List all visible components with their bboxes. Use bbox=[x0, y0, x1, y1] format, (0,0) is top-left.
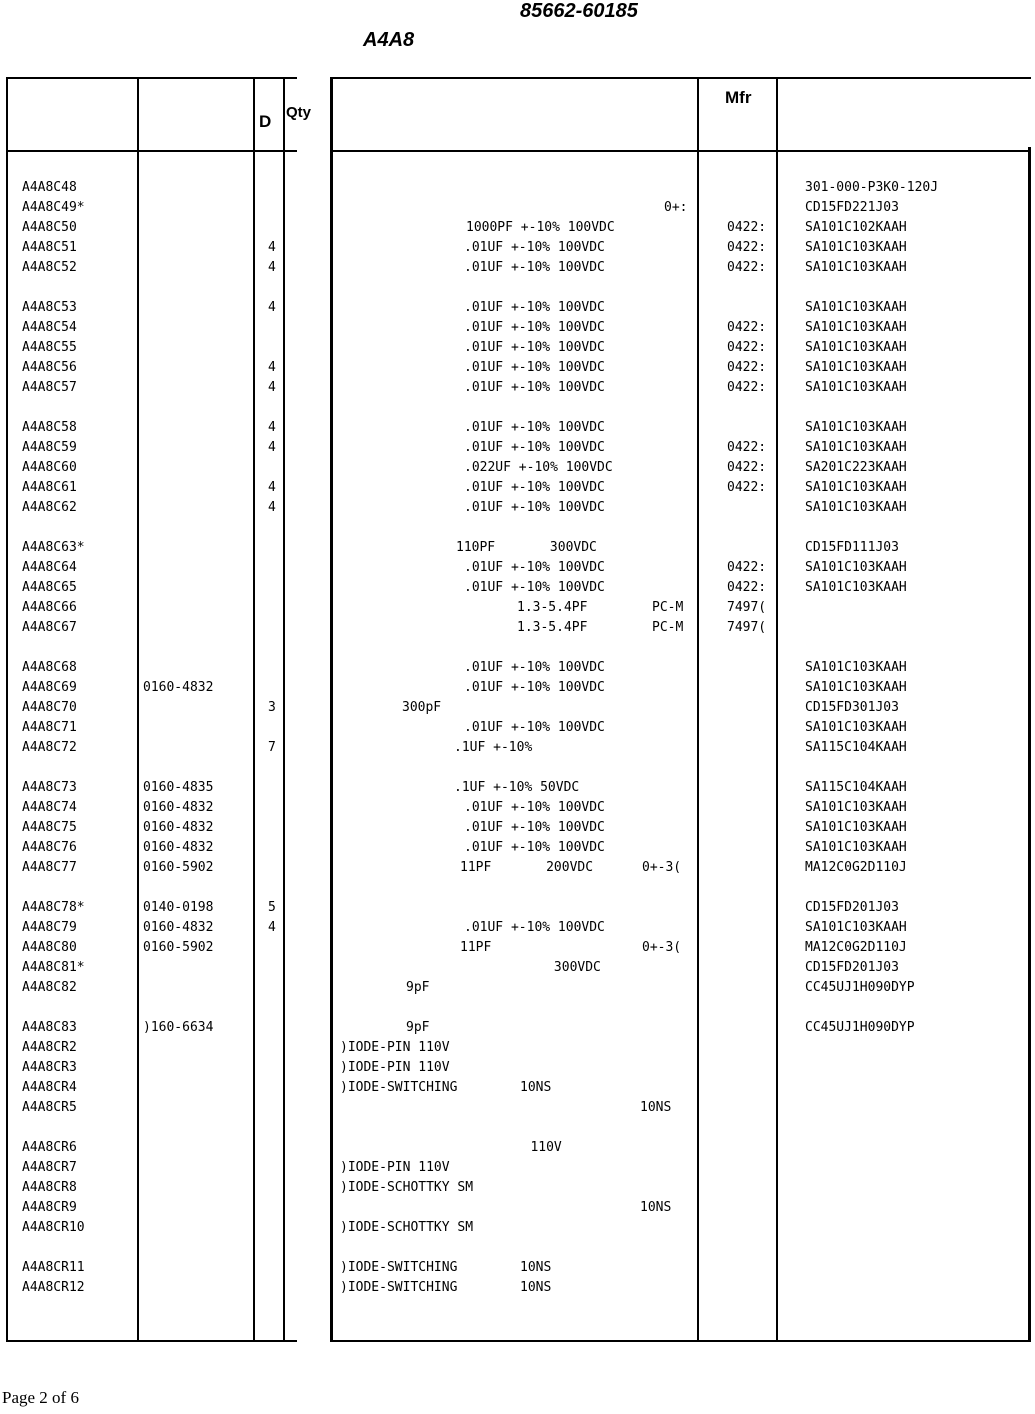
cell-reference: A4A8C64 bbox=[22, 559, 77, 575]
cell-mfr-part-number: SA101C103KAAH bbox=[805, 660, 907, 675]
cell-description: .01UF +-10% 100VDC bbox=[464, 339, 605, 355]
cell-description: )IODE-SWITCHING 10NS bbox=[340, 1079, 552, 1095]
cell-reference: A4A8C66 bbox=[22, 599, 77, 615]
cell-description: .01UF +-10% 100VDC bbox=[464, 660, 605, 675]
cell-reference: A4A8C78* bbox=[22, 900, 85, 915]
cell-description: .01UF +-10% 100VDC bbox=[464, 439, 605, 455]
cell-mfr-part-number: SA101C103KAAH bbox=[805, 379, 907, 395]
cell-description: .01UF +-10% 100VDC bbox=[464, 719, 605, 735]
cell-mfr-part-number: CD15FD201J03 bbox=[805, 900, 899, 915]
cell-mfr-code: 0422: bbox=[727, 379, 767, 395]
cell-mfr-part-number: SA101C103KAAH bbox=[805, 679, 907, 695]
cell-reference: A4A8C82 bbox=[22, 979, 77, 995]
cell-reference: A4A8C50 bbox=[22, 219, 77, 235]
col-header-d: D bbox=[259, 112, 272, 131]
cell-d: 4 bbox=[268, 919, 276, 935]
cell-reference: A4A8C53 bbox=[22, 300, 77, 315]
cell-description: .01UF +-10% 100VDC bbox=[464, 839, 605, 855]
cell-part-number: 0160-4832 bbox=[143, 919, 214, 935]
cell-mfr-part-number: MA12C0G2D110J bbox=[805, 939, 907, 955]
cell-mfr-part-number: SA101C103KAAH bbox=[805, 300, 907, 315]
cell-reference: A4A8C74 bbox=[22, 799, 77, 815]
cell-d: 4 bbox=[268, 300, 276, 315]
cell-reference: A4A8C54 bbox=[22, 319, 77, 335]
cell-mfr-part-number: CC45UJ1H090DYP bbox=[805, 1020, 915, 1035]
cell-reference: A4A8C81* bbox=[22, 959, 85, 975]
col-divider-3 bbox=[283, 77, 285, 1342]
cell-description: 10NS bbox=[460, 1099, 672, 1115]
col-divider-6 bbox=[776, 77, 778, 1342]
cell-mfr-code: 0422: bbox=[727, 259, 767, 275]
cell-description: 1.3-5.4PF bbox=[517, 619, 588, 635]
cell-mfr-part-number: CC45UJ1H090DYP bbox=[805, 979, 915, 995]
cell-reference: A4A8C68 bbox=[22, 660, 77, 675]
col-divider-4 bbox=[330, 77, 333, 1342]
cell-reference: A4A8CR3 bbox=[22, 1059, 77, 1075]
cell-reference: A4A8C49* bbox=[22, 199, 85, 215]
cell-mfr-code: 0422: bbox=[727, 479, 767, 495]
cell-reference: A4A8C61 bbox=[22, 479, 77, 495]
cell-description: .01UF +-10% 100VDC bbox=[464, 319, 605, 335]
cell-description: 10NS bbox=[460, 1199, 672, 1215]
cell-mfr-code: 0422: bbox=[727, 219, 767, 235]
cell-description: 11PF bbox=[460, 939, 492, 955]
cell-mfr-part-number: SA101C103KAAH bbox=[805, 420, 907, 435]
cell-description: .01UF +-10% 100VDC bbox=[464, 259, 605, 275]
cell-d: 4 bbox=[268, 420, 276, 435]
cell-reference: A4A8C67 bbox=[22, 619, 77, 635]
cell-description: .01UF +-10% 100VDC bbox=[464, 679, 605, 695]
table-bottom-border-right bbox=[333, 1340, 1031, 1342]
cell-description: )IODE-PIN 110V bbox=[340, 1039, 450, 1055]
cell-reference: A4A8C75 bbox=[22, 819, 77, 835]
cell-mfr-part-number: SA101C103KAAH bbox=[805, 319, 907, 335]
cell-part-number: 0160-5902 bbox=[143, 859, 214, 875]
cell-mfr-code: 0422: bbox=[727, 239, 767, 255]
cell-description: .01UF +-10% 100VDC bbox=[464, 819, 605, 835]
cell-reference: A4A8C55 bbox=[22, 339, 77, 355]
cell-reference: A4A8C83 bbox=[22, 1020, 77, 1035]
cell-description: 1000PF +-10% 100VDC bbox=[466, 219, 615, 235]
cell-reference: A4A8C73 bbox=[22, 780, 77, 795]
cell-mfr-code: 0422: bbox=[727, 579, 767, 595]
cell-reference: A4A8C70 bbox=[22, 699, 77, 715]
document-part-number: 85662-60185 bbox=[520, 0, 638, 22]
cell-description: 1.3-5.4PF bbox=[517, 599, 588, 615]
cell-mfr-part-number: SA101C103KAAH bbox=[805, 559, 907, 575]
cell-reference: A4A8C80 bbox=[22, 939, 77, 955]
cell-mfr-part-number: SA101C103KAAH bbox=[805, 359, 907, 375]
cell-reference: A4A8CR8 bbox=[22, 1179, 77, 1195]
cell-d: 4 bbox=[268, 439, 276, 455]
cell-mfr-part-number: CD15FD111J03 bbox=[805, 540, 899, 555]
cell-tolerance: 0+: bbox=[664, 199, 688, 215]
cell-mfr-code: 0422: bbox=[727, 439, 767, 455]
cell-description: )IODE-SWITCHING 10NS bbox=[340, 1260, 552, 1275]
cell-description: .01UF +-10% 100VDC bbox=[464, 919, 605, 935]
cell-part-number: 0160-4832 bbox=[143, 679, 214, 695]
col-divider-1 bbox=[137, 77, 139, 1342]
cell-mfr-part-number: MA12C0G2D110J bbox=[805, 859, 907, 875]
cell-reference: A4A8CR12 bbox=[22, 1279, 85, 1295]
cell-reference: A4A8C57 bbox=[22, 379, 77, 395]
cell-description: .01UF +-10% 100VDC bbox=[464, 499, 605, 515]
cell-d: 4 bbox=[268, 479, 276, 495]
col-header-qty: Qty bbox=[286, 104, 312, 121]
cell-description: 300pF bbox=[402, 699, 442, 715]
cell-reference: A4A8CR7 bbox=[22, 1159, 77, 1175]
cell-tolerance: 0+-3( bbox=[642, 939, 682, 955]
cell-d: 7 bbox=[268, 739, 276, 755]
cell-mfr-part-number: CD15FD301J03 bbox=[805, 699, 899, 715]
cell-description: 300VDC bbox=[460, 959, 601, 975]
cell-d: 3 bbox=[268, 699, 276, 715]
cell-description: .01UF +-10% 100VDC bbox=[464, 359, 605, 375]
cell-reference: A4A8C52 bbox=[22, 259, 77, 275]
cell-description: )IODE-SWITCHING 10NS bbox=[340, 1279, 552, 1295]
cell-mfr-part-number: CD15FD201J03 bbox=[805, 959, 899, 975]
col-divider-0 bbox=[6, 77, 8, 1342]
cell-description: .01UF +-10% 100VDC bbox=[464, 799, 605, 815]
cell-reference: A4A8C58 bbox=[22, 420, 77, 435]
cell-reference: A4A8C72 bbox=[22, 739, 77, 755]
cell-description: .01UF +-10% 100VDC bbox=[464, 300, 605, 315]
cell-mfr-part-number: SA115C104KAAH bbox=[805, 780, 907, 795]
table-top-border-right bbox=[333, 77, 1031, 79]
cell-mfr-part-number: SA101C103KAAH bbox=[805, 839, 907, 855]
cell-mfr-code: 0422: bbox=[727, 319, 767, 335]
cell-reference: A4A8C59 bbox=[22, 439, 77, 455]
cell-mfr-part-number: SA115C104KAAH bbox=[805, 739, 907, 755]
cell-reference: A4A8C71 bbox=[22, 719, 77, 735]
cell-description: .01UF +-10% 100VDC bbox=[464, 579, 605, 595]
col-header-mfr: Mfr bbox=[725, 88, 752, 107]
cell-description: .1UF +-10% 50VDC bbox=[454, 780, 580, 795]
header-divider-right bbox=[333, 150, 1031, 152]
page-number: Page 2 of 6 bbox=[2, 1388, 79, 1407]
cell-mfr-part-number: SA201C223KAAH bbox=[805, 459, 907, 475]
cell-reference: A4A8C79 bbox=[22, 919, 77, 935]
cell-mfr-part-number: CD15FD221J03 bbox=[805, 199, 899, 215]
cell-mfr-part-number: SA101C103KAAH bbox=[805, 479, 907, 495]
cell-mfr-part-number: SA101C103KAAH bbox=[805, 799, 907, 815]
cell-reference: A4A8CR5 bbox=[22, 1099, 77, 1115]
cell-reference: A4A8CR9 bbox=[22, 1199, 77, 1215]
cell-reference: A4A8C48 bbox=[22, 180, 77, 195]
cell-mfr-part-number: SA101C103KAAH bbox=[805, 239, 907, 255]
cell-description: .1UF +-10% bbox=[454, 739, 533, 755]
cell-mfr-part-number: SA101C103KAAH bbox=[805, 819, 907, 835]
cell-part-number: 0160-4832 bbox=[143, 799, 214, 815]
cell-description: )IODE-PIN 110V bbox=[340, 1059, 450, 1075]
cell-mfr-part-number: SA101C102KAAH bbox=[805, 219, 907, 235]
cell-mfr-code: 7497( bbox=[727, 599, 767, 615]
cell-part-number: 0160-4832 bbox=[143, 839, 214, 855]
cell-reference: A4A8CR10 bbox=[22, 1219, 85, 1235]
cell-mfr-part-number: SA101C103KAAH bbox=[805, 259, 907, 275]
cell-description: .01UF +-10% 100VDC bbox=[464, 479, 605, 495]
cell-reference: A4A8C51 bbox=[22, 239, 77, 255]
cell-mfr-code: 0422: bbox=[727, 559, 767, 575]
cell-description: .01UF +-10% 100VDC bbox=[464, 239, 605, 255]
cell-d: 4 bbox=[268, 379, 276, 395]
cell-mfr-part-number: SA101C103KAAH bbox=[805, 919, 907, 935]
cell-mfr-code: 7497( bbox=[727, 619, 767, 635]
cell-reference: A4A8CR4 bbox=[22, 1079, 77, 1095]
cell-mfr-part-number: SA101C103KAAH bbox=[805, 339, 907, 355]
cell-mfr-code: 0422: bbox=[727, 339, 767, 355]
cell-description: 110V bbox=[460, 1140, 562, 1155]
document-assembly: A4A8 bbox=[363, 29, 415, 51]
cell-part-number: )160-6634 bbox=[143, 1020, 214, 1035]
col-divider-5 bbox=[697, 77, 699, 1342]
cell-mfr-part-number: SA101C103KAAH bbox=[805, 719, 907, 735]
cell-mfr-part-number: SA101C103KAAH bbox=[805, 439, 907, 455]
cell-mfr-part-number: 301-000-P3K0-120J bbox=[805, 180, 939, 195]
cell-tolerance: PC-M bbox=[652, 619, 684, 635]
cell-description: 9pF bbox=[406, 1020, 430, 1035]
cell-reference: A4A8C65 bbox=[22, 579, 77, 595]
cell-description: .01UF +-10% 100VDC bbox=[464, 420, 605, 435]
cell-mfr-code: 0422: bbox=[727, 459, 767, 475]
cell-description: .01UF +-10% 100VDC bbox=[464, 559, 605, 575]
cell-mfr-part-number: SA101C103KAAH bbox=[805, 499, 907, 515]
cell-reference: A4A8C77 bbox=[22, 859, 77, 875]
cell-description: .01UF +-10% 100VDC bbox=[464, 379, 605, 395]
cell-part-number: 0160-4835 bbox=[143, 780, 214, 795]
cell-d: 4 bbox=[268, 259, 276, 275]
cell-d: 4 bbox=[268, 359, 276, 375]
cell-reference: A4A8CR6 bbox=[22, 1140, 77, 1155]
cell-reference: A4A8C63* bbox=[22, 540, 85, 555]
col-divider-2 bbox=[253, 77, 255, 1342]
cell-part-number: 0160-4832 bbox=[143, 819, 214, 835]
cell-mfr-part-number: SA101C103KAAH bbox=[805, 579, 907, 595]
cell-description: 110PF 300VDC bbox=[456, 540, 597, 555]
cell-reference: A4A8C60 bbox=[22, 459, 77, 475]
cell-reference: A4A8C62 bbox=[22, 499, 77, 515]
cell-reference: A4A8CR2 bbox=[22, 1039, 77, 1055]
cell-description: )IODE-SCHOTTKY SM bbox=[340, 1179, 474, 1195]
cell-description: )IODE-PIN 110V bbox=[340, 1159, 450, 1175]
cell-reference: A4A8C56 bbox=[22, 359, 77, 375]
cell-part-number: 0140-0198 bbox=[143, 900, 214, 915]
cell-description: .022UF +-10% 100VDC bbox=[464, 459, 613, 475]
cell-description: 11PF 200VDC bbox=[460, 859, 594, 875]
col-divider-7 bbox=[1028, 147, 1031, 1342]
cell-d: 4 bbox=[268, 499, 276, 515]
cell-reference: A4A8C69 bbox=[22, 679, 77, 695]
cell-tolerance: 0+-3( bbox=[642, 859, 682, 875]
cell-description: )IODE-SCHOTTKY SM bbox=[340, 1219, 474, 1235]
cell-reference: A4A8CR11 bbox=[22, 1260, 85, 1275]
cell-mfr-code: 0422: bbox=[727, 359, 767, 375]
cell-reference: A4A8C76 bbox=[22, 839, 77, 855]
cell-part-number: 0160-5902 bbox=[143, 939, 214, 955]
cell-d: 5 bbox=[268, 900, 276, 915]
cell-description: 9pF bbox=[406, 979, 430, 995]
cell-tolerance: PC-M bbox=[652, 599, 684, 615]
cell-d: 4 bbox=[268, 239, 276, 255]
